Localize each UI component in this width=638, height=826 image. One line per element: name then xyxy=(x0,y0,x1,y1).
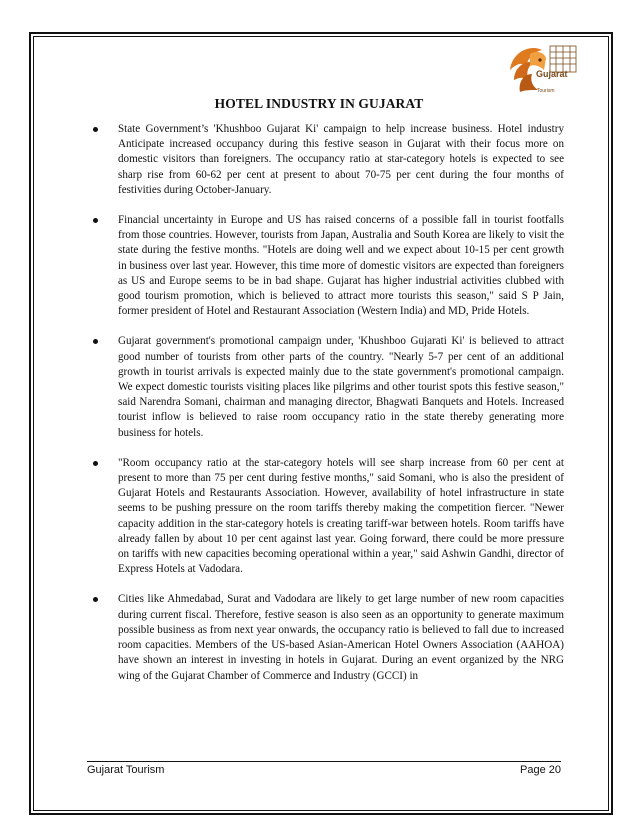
footer-divider xyxy=(87,761,561,762)
bullet-paragraph-4: "Room occupancy ratio at the star-category hotels will see sharp increase from 60 per cent at present to more than 75 per cent during festive months," said Somani, who is also the president of Gujarat Hotels and Restaurants Association. However, availability of hotel infrastructure in state seems to be pushing pressure on the room tariffs thereby making the competition fiercer. "Newer capacity addition in the star-category hotels is creating tariff-war between hotels. Room tariffs have already fallen by about 10 per cent against last year. Going forward, there could be more pressure on tariffs with new capacities becoming operational within a year," said Ashwin Gandhi, director of Express Hotels at Vadodara. xyxy=(118,456,564,578)
logo-text: Gujarat xyxy=(536,69,568,79)
footer-publication: Gujarat Tourism xyxy=(87,764,165,776)
article-body xyxy=(118,122,564,699)
logo-subtext: Tourism xyxy=(537,88,555,94)
bullet-paragraph-2: Financial uncertainty in Europe and US has raised concerns of a possible fall in tourist footfalls from those countries. However, tourists from Japan, Australia and South Korea are likely to visit the state during the festive months. "Hotels are doing well and we expect about 10-15 per cent growth in business over last year. However, this time more of domestic visitors are expected than foreigners as US and Europe seems to be in bad shape. Gujarat has higher industrial activities clubbed with good tourism promotion, which is believed to attract more tourists this season," said S P Jain, former president of Hotel and Restaurant Association (Western India) and MD, Pride Hotels. xyxy=(118,213,564,319)
bullet-paragraph-1: State Government’s 'Khushboo Gujarat Ki' campaign to help increase business. Hotel industry Anticipate increased occupancy during this festive season in Gujarat with their focus more on domestic visitors than foreigners. The occupancy ratio at star-category hotels is expected to see sharp rise from 60-62 per cent at present to about 70-75 per cent during the four months of festivities during October-January. xyxy=(118,122,564,198)
footer-page-number: Page 20 xyxy=(520,764,561,776)
bullet-paragraph-5: Cities like Ahmedabad, Surat and Vadodara are likely to get large number of new room capacities during current fiscal. Therefore, festive season is also seen as an opportunity to generate maximum possible business as from next year onwards, the occupancy ratio is believed to fall due to increased room capacities. Members of the US-based Asian-American Hotel Owners Association (AAHOA) have shown an interest in investing in hotels in Gujarat. During an event organized by the NRG wing of the Gujarat Chamber of Commerce and Industry (GCCI) in xyxy=(118,592,564,683)
page-title: HOTEL INDUSTRY IN GUJARAT xyxy=(214,96,424,111)
bullet-paragraph-3: Gujarat government's promotional campaign under, 'Khushboo Gujarati Ki' is believed to attract good number of tourists from other parts of the country. "Nearly 5-7 per cent of an additional growth in tourist arrivals is expected mainly due to the state government's promotional campaign. We expect domestic tourists visiting places like pilgrims and other tourist spots this festive season," said Narendra Somani, chairman and managing director, Bhagwati Banquets and Hotels. Increased tourist inflow is believed to raise room occupancy ratio in the state thereby generating more business for hotels. xyxy=(118,334,564,440)
